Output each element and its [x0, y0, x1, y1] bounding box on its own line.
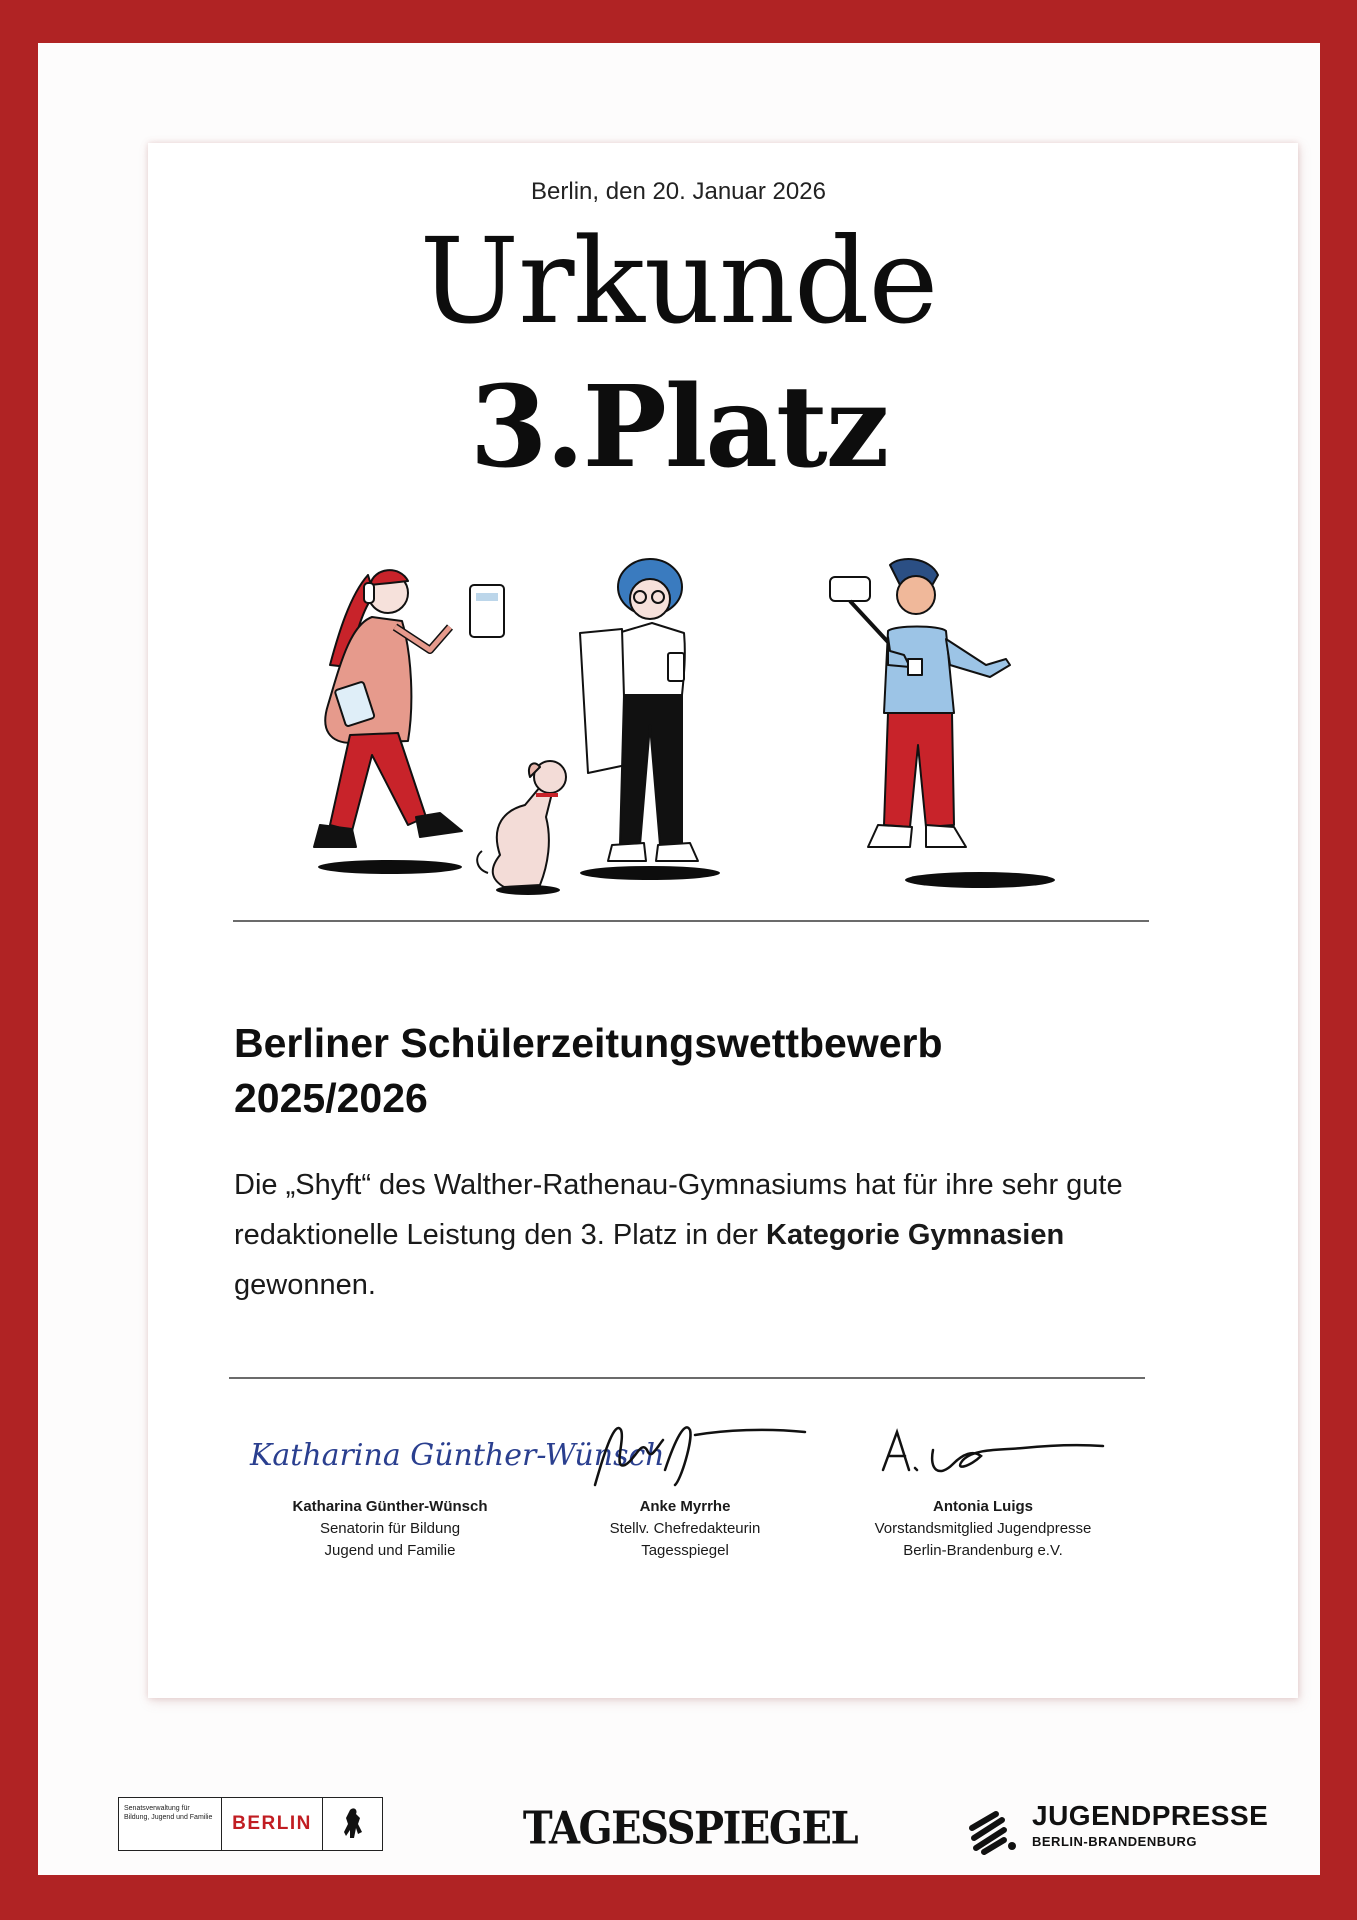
award-text	[234, 1160, 1134, 1310]
jugendpresse-logo-icon	[966, 1802, 1022, 1858]
signature-handwriting-2	[555, 1410, 815, 1490]
illustration	[290, 555, 1110, 900]
signer-name-3: Antonia Luigs	[933, 1498, 1033, 1515]
signer-role-1a: Senatorin für Bildung	[319, 1520, 461, 1537]
signature-block-3	[838, 1420, 1128, 1562]
jugendpresse-sub: BERLIN-BRANDENBURG	[1032, 1834, 1197, 1849]
certificate-place: 3.Platz	[469, 362, 888, 493]
certificate-date: Berlin, den 20. Januar 2026	[531, 178, 826, 205]
dog-illustration	[477, 761, 566, 887]
selfie-boy-illustration	[830, 559, 1010, 847]
signature-text-1: Katharina Günther-Wünsch	[250, 1438, 665, 1473]
divider-bottom	[229, 1377, 1145, 1379]
signer-role-2b: Tagesspiegel	[641, 1542, 729, 1559]
signature-block-1	[230, 1420, 665, 1562]
shadow-middle	[580, 866, 720, 880]
competition-year: 2025/2026	[234, 1075, 428, 1121]
jugendpresse-logo	[962, 1800, 1269, 1860]
signature-block-2	[545, 1410, 825, 1562]
signer-name-2: Anke Myrrhe	[639, 1498, 731, 1515]
tagesspiegel-logo: TAGESSPIEGEL	[522, 1802, 858, 1855]
berlin-senate-text: Senatsverwaltung für Bildung, Jugend und Familie	[119, 1798, 222, 1850]
certificate-title: Urkunde	[419, 212, 938, 350]
signer-role-3b: Berlin-Brandenburg e.V.	[903, 1542, 1063, 1559]
shadow-right	[905, 872, 1055, 888]
award-text-part1: Die „Shyft“ des Walther-Rathenau-Gymnasiums hat für ihre sehr gute redaktionelle Leistung den 3. Platz in der	[234, 1169, 1123, 1251]
berlin-senate-logo	[118, 1797, 383, 1851]
reader-illustration	[580, 559, 698, 861]
signer-name-1: Katharina Günther-Wünsch	[292, 1498, 488, 1515]
award-category: Kategorie Gymnasien	[766, 1219, 1065, 1251]
jugendpresse-name: JUGENDPRESSE	[1032, 1800, 1269, 1831]
girl-with-headphones-illustration	[314, 570, 504, 847]
signer-role-1b: Jugend und Familie	[324, 1542, 456, 1559]
signer-role-2a: Stellv. Chefredakteurin	[609, 1520, 761, 1537]
competition-heading	[234, 1016, 1134, 1126]
berlin-bear-icon	[323, 1798, 382, 1850]
signature-handwriting-1	[240, 1420, 665, 1490]
competition-name: Berliner Schülerzeitungswettbewerb	[234, 1020, 943, 1066]
shadow-left	[318, 860, 462, 874]
award-text-part2: gewonnen.	[234, 1269, 376, 1301]
berlin-word: BERLIN	[222, 1798, 323, 1850]
signer-role-3a: Vorstandsmitglied Jugendpresse	[874, 1520, 1092, 1537]
divider-top	[233, 920, 1149, 922]
signature-handwriting-3	[853, 1420, 1113, 1490]
